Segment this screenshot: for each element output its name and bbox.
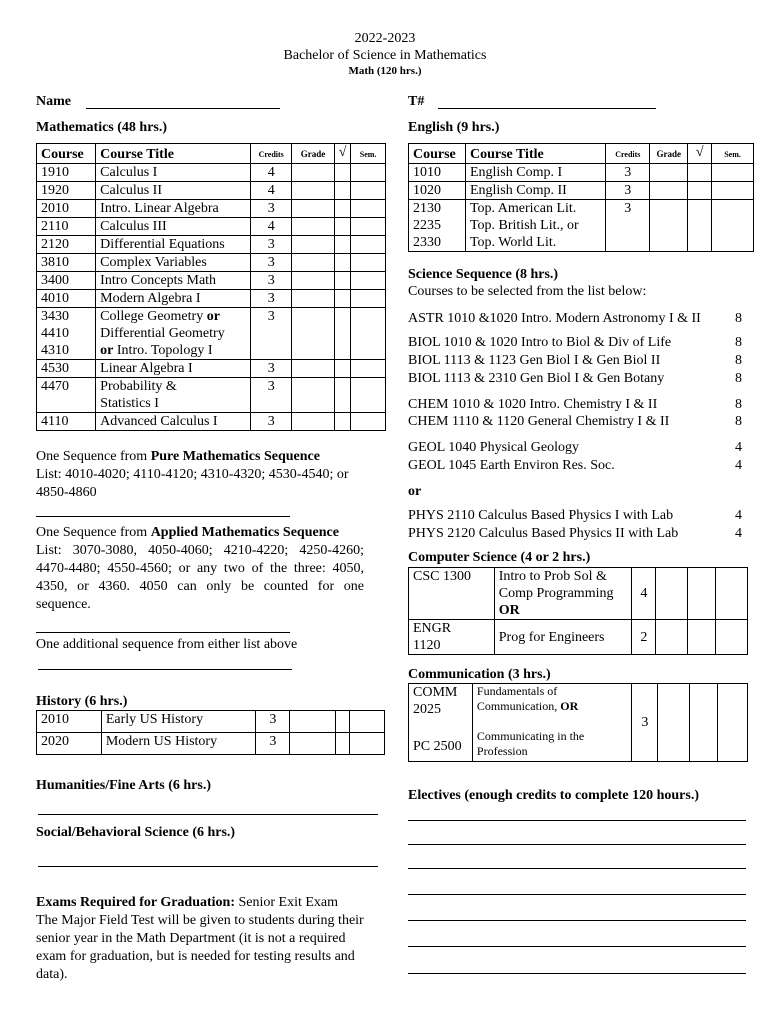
check-cell[interactable] — [334, 254, 350, 272]
course-number: 2120 — [37, 236, 96, 254]
course-name: BIOL 1010 & 1020 Intro to Biol & Div of Life — [408, 335, 672, 350]
check-cell[interactable] — [688, 164, 712, 182]
course-number: 4530 — [37, 360, 96, 378]
sem-cell[interactable] — [712, 182, 754, 200]
academic-year: 2022-2023 — [354, 31, 416, 46]
course-title: Early US History — [101, 711, 256, 733]
science-item — [408, 525, 742, 542]
course-hours: 8 — [735, 353, 742, 368]
check-cell[interactable] — [690, 684, 718, 762]
course-title: Calculus II — [96, 182, 251, 200]
course-number: 2020 — [37, 733, 102, 755]
course-number: 1920 — [37, 182, 96, 200]
course-number-line: COMM — [413, 685, 458, 700]
or-label: OR — [560, 699, 579, 713]
course-title: Intro. Linear Algebra — [96, 200, 251, 218]
grade-cell[interactable] — [292, 413, 335, 431]
science-item — [408, 439, 742, 456]
col-sem: Sem. — [712, 144, 754, 164]
social-line[interactable] — [38, 866, 378, 867]
course-hours: 8 — [735, 414, 742, 429]
check-cell[interactable] — [334, 378, 350, 413]
grade-cell[interactable] — [656, 620, 688, 655]
title-part: Statistics I — [100, 396, 159, 411]
pure-sequence-line[interactable] — [36, 516, 290, 517]
exams-bold: Exams Required for Graduation: — [36, 895, 235, 910]
course-title: Complex Variables — [96, 254, 251, 272]
course-number: 4010 — [37, 290, 96, 308]
social-heading: Social/Behavioral Science (6 hrs.) — [36, 825, 236, 840]
course-credits: 3 — [606, 182, 650, 200]
course-number — [409, 620, 495, 655]
additional-sequence-line[interactable] — [38, 669, 292, 670]
table-row — [37, 413, 386, 431]
col-title: Course Title — [465, 144, 605, 164]
sem-cell[interactable] — [351, 378, 386, 413]
tnumber-field-line[interactable] — [438, 108, 656, 109]
course-name: GEOL 1040 Physical Geology — [408, 440, 579, 455]
course-title: English Comp. I — [465, 164, 605, 182]
tnumber-label: T# — [408, 94, 425, 109]
course-credits: 3 — [251, 378, 292, 413]
course-title: Modern US History — [101, 733, 256, 755]
course-title — [96, 378, 251, 413]
course-number: 4470 — [37, 378, 96, 413]
sem-cell[interactable] — [351, 182, 386, 200]
grade-cell[interactable] — [290, 711, 336, 733]
grade-cell[interactable] — [650, 182, 688, 200]
course-hours: 8 — [735, 371, 742, 386]
sem-cell[interactable] — [351, 308, 386, 360]
course-credits: 3 — [251, 254, 292, 272]
table-row — [37, 164, 386, 182]
sem-cell[interactable] — [712, 164, 754, 182]
table-row-literature — [409, 200, 754, 252]
course-name: GEOL 1045 Earth Environ Res. Soc. — [408, 458, 615, 473]
course-title: Differential Equations — [96, 236, 251, 254]
check-cell[interactable] — [334, 360, 350, 378]
sem-cell[interactable] — [351, 164, 386, 182]
table-row — [409, 620, 748, 655]
grade-cell[interactable] — [292, 164, 335, 182]
course-credits: 2 — [632, 620, 656, 655]
course-title: Modern Algebra I — [96, 290, 251, 308]
course-title — [472, 684, 632, 762]
or-label: OR — [498, 603, 520, 618]
course-hours: 4 — [735, 440, 742, 455]
title-part: Fundamentals of — [476, 684, 558, 698]
course-credits: 3 — [251, 272, 292, 290]
grade-cell[interactable] — [292, 236, 335, 254]
name-label: Name — [36, 94, 71, 109]
table-row — [37, 290, 386, 308]
science-item — [408, 370, 742, 387]
science-item — [408, 334, 742, 351]
degree-title: Bachelor of Science in Mathematics — [283, 48, 487, 63]
table-row-probability — [37, 378, 386, 413]
table-row-geometry — [37, 308, 386, 360]
exams-body: The Major Field Test will be given to students during their senior year in the Math Department (it is not a required exam for graduation, but is needed for testing results and data). — [36, 913, 364, 982]
table-row — [409, 164, 754, 182]
sem-cell[interactable] — [351, 236, 386, 254]
col-course: Course — [37, 144, 96, 164]
course-credits: 3 — [256, 733, 290, 755]
check-cell[interactable] — [334, 200, 350, 218]
course-credits: 4 — [251, 182, 292, 200]
exams-text — [36, 894, 366, 984]
sem-cell[interactable] — [350, 733, 385, 755]
applied-bold: Applied Mathematics Sequence — [150, 525, 339, 540]
elective-line[interactable] — [408, 920, 746, 921]
table-row — [37, 711, 385, 733]
course-number: 2010 — [37, 200, 96, 218]
elective-line[interactable] — [408, 894, 746, 895]
course-title: Calculus I — [96, 164, 251, 182]
exams-rest: Senior Exit Exam — [235, 895, 339, 910]
course-title — [465, 200, 605, 252]
course-name: ASTR 1010 &1020 Intro. Modern Astronomy I & II — [408, 311, 701, 326]
course-hours: 8 — [735, 311, 742, 326]
course-credits: 3 — [632, 684, 658, 762]
science-item — [408, 310, 742, 327]
course-title: Calculus III — [96, 218, 251, 236]
course-number-line: 2025 — [413, 702, 441, 717]
course-name: BIOL 1113 & 2310 Gen Biol I & Gen Botany — [408, 371, 665, 386]
table-row — [37, 236, 386, 254]
humanities-heading: Humanities/Fine Arts (6 hrs.) — [36, 778, 211, 793]
comm-table — [408, 683, 748, 762]
science-heading: Science Sequence (8 hrs.) — [408, 267, 559, 282]
col-course: Course — [409, 144, 466, 164]
sem-cell[interactable] — [351, 413, 386, 431]
course-credits: 3 — [251, 413, 292, 431]
history-heading: History (6 hrs.) — [36, 694, 128, 709]
course-credits: 4 — [632, 568, 656, 620]
cs-heading: Computer Science (4 or 2 hrs.) — [408, 550, 591, 565]
course-credits: 4 — [251, 164, 292, 182]
course-hours: 8 — [735, 335, 742, 350]
course-number-line: ENGR — [413, 621, 452, 636]
table-row — [37, 733, 385, 755]
course-number: 4110 — [37, 413, 96, 431]
pure-list: List: 4010-4020; 4110-4120; 4310-4320; 4530-4540; or 4850-4860 — [36, 467, 349, 500]
name-field-line[interactable] — [86, 108, 280, 109]
col-sem: Sem. — [351, 144, 386, 164]
course-credits: 3 — [251, 308, 292, 360]
course-number — [409, 200, 466, 252]
science-or: or — [408, 484, 422, 499]
course-title: Prog for Engineers — [494, 620, 632, 655]
course-name: CHEM 1010 & 1020 Intro. Chemistry I & II — [408, 397, 658, 412]
elective-line[interactable] — [408, 946, 746, 947]
science-item — [408, 507, 742, 524]
sem-cell[interactable] — [350, 711, 385, 733]
grade-cell[interactable] — [292, 308, 335, 360]
course-title: Intro Concepts Math — [96, 272, 251, 290]
elective-line[interactable] — [408, 973, 746, 974]
title-part: College Geometry — [100, 309, 207, 324]
check-cell[interactable] — [688, 182, 712, 200]
title-part: Intro to Prob Sol & — [498, 569, 607, 584]
course-number: 1020 — [409, 182, 466, 200]
grade-cell[interactable] — [650, 200, 688, 252]
pure-pre: One Sequence from — [36, 449, 151, 464]
or-label: or — [100, 343, 114, 358]
course-credits: 3 — [251, 290, 292, 308]
sem-cell[interactable] — [351, 254, 386, 272]
sem-cell[interactable] — [712, 200, 754, 252]
grade-cell[interactable] — [292, 182, 335, 200]
course-number-line: 2235 — [413, 218, 441, 233]
title-part: Probability & — [100, 379, 177, 394]
table-row — [37, 254, 386, 272]
course-number-line: 4410 — [41, 326, 69, 341]
sem-cell[interactable] — [351, 200, 386, 218]
course-credits: 4 — [251, 218, 292, 236]
course-number: CSC 1300 — [409, 568, 495, 620]
course-name: BIOL 1113 & 1123 Gen Biol I & Gen Biol II — [408, 353, 661, 368]
table-row — [409, 684, 748, 762]
check-cell[interactable] — [334, 290, 350, 308]
science-item — [408, 457, 742, 474]
applied-sequence-text — [36, 524, 364, 614]
degree-subtitle: Math (120 hrs.) — [348, 65, 422, 77]
course-number — [37, 308, 96, 360]
science-item — [408, 413, 742, 430]
course-title: Advanced Calculus I — [96, 413, 251, 431]
course-hours: 8 — [735, 397, 742, 412]
table-row — [37, 272, 386, 290]
course-credits: 3 — [251, 360, 292, 378]
course-number-line: 3430 — [41, 309, 69, 324]
check-cell[interactable] — [688, 568, 716, 620]
grade-cell[interactable] — [656, 568, 688, 620]
sem-cell[interactable] — [716, 568, 748, 620]
title-part: Differential Geometry — [100, 326, 225, 341]
check-cell[interactable] — [688, 200, 712, 252]
course-credits: 3 — [606, 200, 650, 252]
course-number: 3400 — [37, 272, 96, 290]
col-check: √ — [688, 144, 712, 164]
title-part: Comp Programming — [498, 586, 614, 601]
title-part: Profession — [476, 744, 528, 758]
check-cell[interactable] — [336, 711, 350, 733]
grade-cell[interactable] — [292, 272, 335, 290]
course-number — [409, 684, 473, 762]
check-cell[interactable] — [334, 236, 350, 254]
check-cell[interactable] — [334, 164, 350, 182]
title-part: Top. British Lit., or — [469, 218, 579, 233]
course-number: 2010 — [37, 711, 102, 733]
english-table — [408, 143, 754, 252]
title-part: Top. World Lit. — [469, 235, 557, 250]
math-heading: Mathematics (48 hrs.) — [36, 120, 168, 135]
title-part: Communication, — [476, 699, 561, 713]
course-number-line: 1120 — [413, 638, 441, 653]
table-row — [37, 218, 386, 236]
applied-pre: One Sequence from — [36, 525, 151, 540]
col-title: Course Title — [96, 144, 251, 164]
title-part: Intro. Topology I — [113, 343, 213, 358]
additional-sequence-text: One additional sequence from either list above — [36, 637, 298, 652]
table-row — [37, 200, 386, 218]
course-hours: 4 — [735, 508, 742, 523]
sem-cell[interactable] — [351, 218, 386, 236]
grade-cell[interactable] — [292, 218, 335, 236]
table-row — [409, 568, 748, 620]
cs-table — [408, 567, 748, 655]
elective-line[interactable] — [408, 868, 746, 869]
table-row — [409, 182, 754, 200]
electives-heading: Electives (enough credits to complete 120 hours.) — [408, 788, 699, 803]
course-number: 3810 — [37, 254, 96, 272]
course-credits: 3 — [251, 236, 292, 254]
applied-sequence-line[interactable] — [36, 632, 290, 633]
comm-heading: Communication (3 hrs.) — [408, 667, 551, 682]
sem-cell[interactable] — [716, 620, 748, 655]
history-table — [36, 710, 385, 755]
course-title: English Comp. II — [465, 182, 605, 200]
grade-cell[interactable] — [292, 254, 335, 272]
grade-cell[interactable] — [290, 733, 336, 755]
course-number-line: 2330 — [413, 235, 441, 250]
course-credits: 3 — [606, 164, 650, 182]
check-cell[interactable] — [336, 733, 350, 755]
check-cell[interactable] — [334, 182, 350, 200]
grade-cell[interactable] — [292, 360, 335, 378]
grade-cell[interactable] — [658, 684, 690, 762]
course-name: CHEM 1110 & 1120 General Chemistry I & II — [408, 414, 670, 429]
math-table — [36, 143, 386, 431]
col-grade: Grade — [650, 144, 688, 164]
table-row — [37, 360, 386, 378]
table-row — [37, 182, 386, 200]
science-item — [408, 352, 742, 369]
science-section — [408, 266, 748, 300]
course-name: PHYS 2120 Calculus Based Physics II with Lab — [408, 526, 679, 541]
sem-cell[interactable] — [351, 360, 386, 378]
course-title — [494, 568, 632, 620]
science-item — [408, 396, 742, 413]
english-heading: English (9 hrs.) — [408, 120, 500, 135]
elective-line[interactable] — [408, 820, 746, 821]
grade-cell[interactable] — [650, 164, 688, 182]
english-header-row — [409, 144, 754, 164]
grade-cell[interactable] — [292, 378, 335, 413]
or-label: or — [206, 309, 220, 324]
course-hours: 4 — [735, 526, 742, 541]
sem-cell[interactable] — [718, 684, 748, 762]
elective-line[interactable] — [408, 844, 746, 845]
course-number-line: 4310 — [41, 343, 69, 358]
course-number-line: PC 2500 — [413, 739, 462, 754]
pure-sequence-text — [36, 448, 366, 502]
grade-cell[interactable] — [292, 290, 335, 308]
col-credits: Credits — [251, 144, 292, 164]
title-part: Communicating in the — [476, 729, 585, 743]
science-intro: Courses to be selected from the list below: — [408, 284, 647, 299]
check-cell[interactable] — [334, 218, 350, 236]
course-number-line: 2130 — [413, 201, 441, 216]
course-credits: 3 — [256, 711, 290, 733]
pure-bold: Pure Mathematics Sequence — [150, 449, 320, 464]
course-number: 1910 — [37, 164, 96, 182]
course-title: Linear Algebra I — [96, 360, 251, 378]
math-header-row — [37, 144, 386, 164]
sem-cell[interactable] — [351, 290, 386, 308]
applied-list: List: 3070-3080, 4050-4060; 4210-4220; 4250-4260; 4470-4480; 4550-4560; or any two of the three: 4050, 4350, or 4360. 4050 can only be counted for one sequence. — [36, 543, 364, 612]
grade-cell[interactable] — [292, 200, 335, 218]
check-cell[interactable] — [334, 272, 350, 290]
course-title — [96, 308, 251, 360]
check-cell[interactable] — [334, 413, 350, 431]
col-check: √ — [334, 144, 350, 164]
sem-cell[interactable] — [351, 272, 386, 290]
col-credits: Credits — [606, 144, 650, 164]
course-number: 2110 — [37, 218, 96, 236]
course-name: PHYS 2110 Calculus Based Physics I with Lab — [408, 508, 674, 523]
check-cell[interactable] — [688, 620, 716, 655]
course-hours: 4 — [735, 458, 742, 473]
check-cell[interactable] — [334, 308, 350, 360]
humanities-line[interactable] — [38, 814, 378, 815]
course-number: 1010 — [409, 164, 466, 182]
col-grade: Grade — [292, 144, 335, 164]
title-part: Top. American Lit. — [469, 201, 577, 216]
course-credits: 3 — [251, 200, 292, 218]
